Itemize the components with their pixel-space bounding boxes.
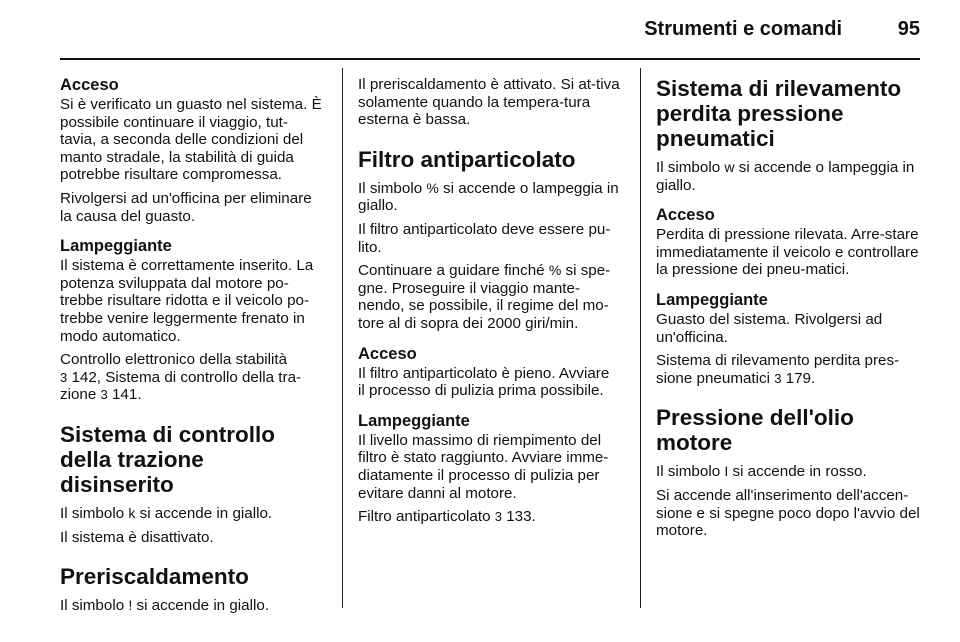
paragraph (60, 505, 322, 523)
paragraph: Il sistema è correttamente inserito. La potenza sviluppata dal motore po-trebbe risultare ridotta e il veicolo po-trebbe venire leggermente frenato in modo automatico. (60, 257, 314, 345)
oil-pressure-icon: I (724, 463, 729, 480)
reference-link[interactable]: 133. (501, 508, 536, 526)
column-1 (60, 76, 322, 621)
paragraph (60, 597, 322, 615)
paragraph: Perdita di pressione rilevata. Arre-stare immediatamente il veicolo e controllare la pressione dei pneu-matici. (656, 226, 919, 279)
text: Continuare a guidare finché (358, 262, 549, 280)
paragraph-with-references (60, 351, 322, 404)
heading-acceso: Acceso (60, 76, 119, 94)
text: si accende o lampeggia in giallo. (358, 179, 619, 215)
heading-lampeggiante: Lampeggiante (358, 411, 470, 430)
text: Sistema di rilevamento perdita pres-sione pneumatici (656, 352, 900, 387)
text: Filtro antiparticolato (358, 508, 495, 526)
text: Il simbolo (60, 597, 129, 615)
column-2 (358, 76, 620, 532)
column-divider-1 (342, 68, 343, 608)
paragraph: Il filtro antiparticolato deve essere pu-lito. (358, 220, 611, 256)
paragraph (656, 159, 922, 194)
paragraph: Si accende all'inserimento dell'accen-sione e si spegne poco dopo l'avvio del motore. (656, 486, 920, 540)
heading-preriscaldamento: Preriscaldamento (60, 564, 249, 590)
reference-link[interactable]: 179. (781, 369, 816, 387)
section-title: Strumenti e comandi (644, 18, 842, 40)
paragraph (358, 262, 620, 332)
particulate-filter-icon: % (426, 179, 439, 196)
reference-link[interactable]: 142, Sistema di controllo della tra-zione (60, 368, 302, 404)
esp-off-warning-icon: k (128, 504, 136, 521)
particulate-filter-icon: % (548, 262, 562, 279)
page-header (0, 0, 960, 60)
heading-lampeggiante: Lampeggiante (656, 290, 768, 309)
paragraph: Il filtro antiparticolato è pieno. Avviare il processo di pulizia prima possibile. (358, 364, 610, 400)
arrow-reference-icon: 3 (60, 369, 68, 385)
paragraph: Si è verificato un guasto nel sistema. È possibile continuare il viaggio, tut-tavia, a seconda delle condizioni del manto stradale, la stabilità di guida potrebbe risultare compromessa. (60, 96, 322, 184)
text: Controllo elettronico della stabilità (60, 351, 288, 369)
text: si accende in giallo. (135, 504, 273, 522)
page-number: 95 (897, 18, 920, 40)
paragraph (358, 180, 620, 215)
paragraph-with-reference (358, 508, 620, 526)
heading-filtro-antiparticolato: Filtro antiparticolato (358, 146, 576, 172)
heading-lampeggiante: Lampeggiante (60, 237, 172, 256)
paragraph: Il sistema è disattivato. (60, 528, 214, 546)
paragraph: Il preriscaldamento è attivato. Si at-tiva solamente quando la tempera-tura esterna è bassa. (358, 76, 620, 129)
text: si accende in giallo. (132, 597, 270, 615)
header-divider (60, 58, 920, 60)
heading-acceso: Acceso (358, 344, 417, 363)
arrow-reference-icon: 3 (100, 387, 108, 403)
arrow-reference-icon: 3 (774, 370, 782, 386)
text: si accende o lampeggia in giallo. (656, 159, 915, 194)
text: Il simbolo (358, 179, 427, 197)
paragraph (656, 463, 922, 481)
text: Il simbolo (656, 463, 725, 481)
reference-link[interactable]: 141. (107, 386, 142, 404)
tire-pressure-icon: w (724, 159, 735, 175)
text: si spe-gne. Proseguire il viaggio mante-nendo, se possibile, il regime del mo-tore al di sopra dei 2000 giri/min. (358, 262, 611, 332)
paragraph: Rivolgersi ad un'officina per eliminare la causa del guasto. (60, 189, 312, 225)
heading-pressione-olio: Pressione dell'olio motore (656, 405, 854, 456)
text: Il simbolo (656, 159, 725, 176)
column-divider-2 (640, 68, 641, 608)
glow-plug-icon: ! (128, 597, 133, 614)
heading-acceso: Acceso (656, 206, 715, 225)
heading-pressione-pneumatici: Sistema di rilevamento perdita pressione pneumatici (656, 76, 902, 151)
paragraph: Guasto del sistema. Rivolgersi ad un'officina. (656, 310, 883, 346)
paragraph: Il livello massimo di riempimento del filtro è stato raggiunto. Avviare imme-diatamente il processo di pulizia per evitare danni al motore. (358, 431, 609, 502)
column-3 (656, 76, 922, 546)
paragraph-with-reference (656, 352, 922, 387)
text: Il simbolo (60, 504, 129, 522)
arrow-reference-icon: 3 (494, 509, 502, 525)
heading-trazione-disinserito: Sistema di controllo della trazione disinserito (60, 421, 276, 497)
text: si accende in rosso. (728, 463, 867, 481)
